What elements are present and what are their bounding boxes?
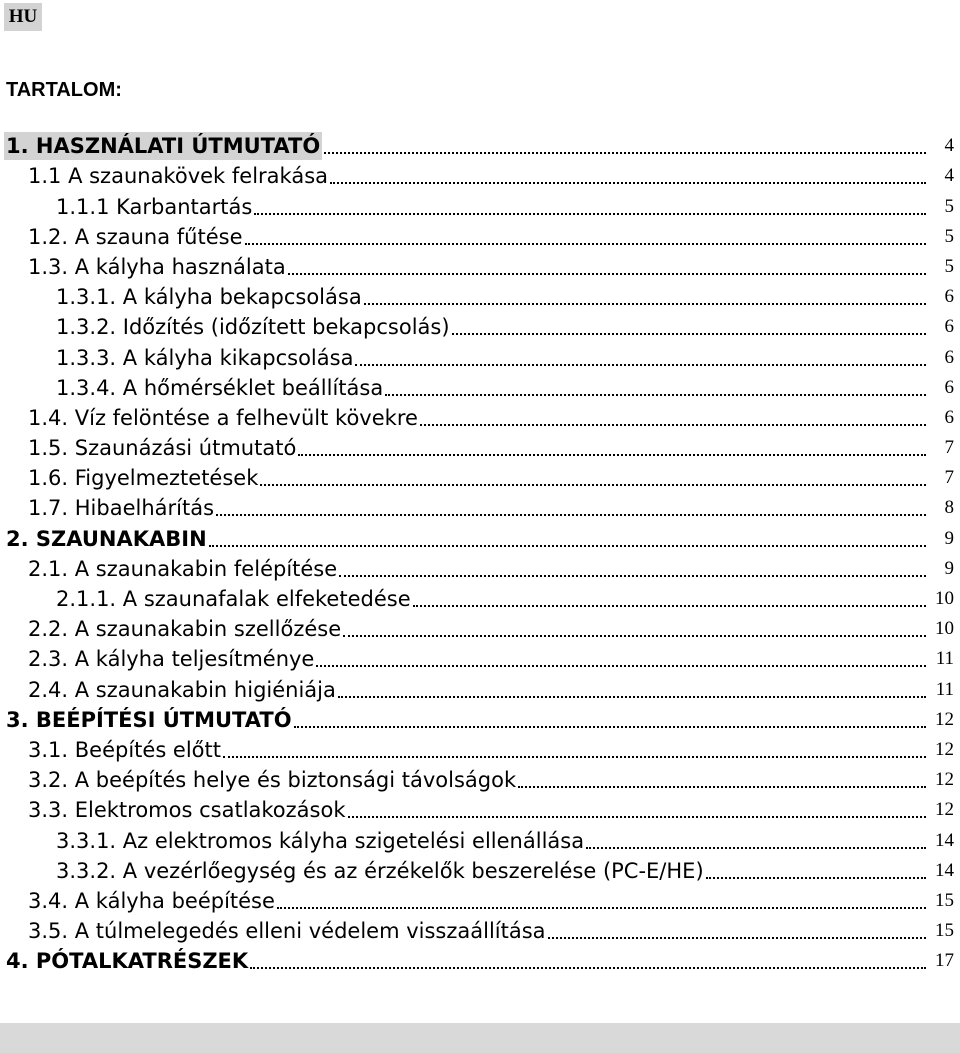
toc-entry-page-number: 7: [944, 437, 954, 459]
dot-leader: [338, 696, 926, 698]
toc-entry-title: 2.3. A kályha teljesítménye: [28, 647, 315, 672]
dot-leader: [355, 364, 926, 366]
toc-entry-page-number: 14: [935, 859, 954, 881]
toc-entry[interactable]: [0, 824, 960, 854]
toc-entry-page-number: 12: [935, 738, 954, 760]
toc-entry-page-number: 5: [944, 255, 954, 277]
dot-leader: [330, 182, 926, 184]
dot-leader: [339, 575, 926, 577]
dot-leader: [288, 273, 926, 275]
dot-leader: [294, 726, 926, 728]
toc-entry[interactable]: [0, 734, 960, 764]
toc-entry-page-number: 12: [935, 769, 954, 791]
dot-leader: [586, 847, 926, 849]
dot-leader: [452, 333, 926, 335]
toc-entry-page-number: 4: [944, 135, 954, 157]
toc-entry[interactable]: [0, 855, 960, 885]
dot-leader: [250, 967, 926, 969]
toc-entry[interactable]: [0, 704, 960, 734]
toc-entry-title: 1.3.3. A kályha kikapcsolása: [56, 345, 354, 370]
language-badge: HU: [4, 3, 42, 31]
dot-leader: [343, 635, 926, 637]
dot-leader: [706, 877, 926, 879]
toc-entry-page-number: 5: [944, 225, 954, 247]
table-of-contents: [0, 130, 960, 975]
toc-entry-title: 1.1 A szaunakövek felrakása: [28, 164, 328, 189]
toc-entry[interactable]: [0, 673, 960, 703]
toc-entry-page-number: 6: [944, 286, 954, 308]
toc-entry-page-number: 9: [944, 557, 954, 579]
dot-leader: [260, 484, 926, 486]
toc-entry[interactable]: [0, 613, 960, 643]
dot-leader: [364, 303, 926, 305]
toc-entry-title: 3.2. A beépítés helye és biztonsági távolságok: [28, 768, 517, 793]
dot-leader: [548, 937, 926, 939]
dot-leader: [385, 394, 926, 396]
toc-entry[interactable]: [0, 915, 960, 945]
toc-entry-page-number: 6: [944, 346, 954, 368]
toc-entry-page-number: 6: [944, 406, 954, 428]
toc-title: TARTALOM:: [6, 79, 122, 101]
toc-entry[interactable]: [0, 281, 960, 311]
toc-entry-title: 2. SZAUNAKABIN: [6, 526, 207, 551]
toc-entry[interactable]: [0, 221, 960, 251]
toc-entry[interactable]: [0, 341, 960, 371]
toc-entry-title: 2.4. A szaunakabin higiéniája: [28, 677, 336, 702]
toc-entry[interactable]: [0, 372, 960, 402]
toc-entry-title: 1. HASZNÁLATI ÚTMUTATÓ: [6, 134, 321, 159]
dot-leader: [413, 605, 926, 607]
dot-leader: [277, 907, 926, 909]
toc-entry-page-number: 6: [944, 316, 954, 338]
footer-bar: [0, 1023, 960, 1053]
toc-entry[interactable]: [0, 553, 960, 583]
toc-entry[interactable]: [0, 462, 960, 492]
toc-entry-title: 1.7. Hibaelhárítás: [28, 496, 215, 521]
dot-leader: [216, 514, 926, 516]
toc-entry-page-number: 11: [935, 678, 954, 700]
toc-entry[interactable]: [0, 130, 960, 160]
toc-entry-title: 2.1. A szaunakabin felépítése: [28, 556, 338, 581]
toc-entry-title: 2.1.1. A szaunafalak elfeketedése: [56, 587, 411, 611]
toc-entry-title: 1.1.1 Karbantartás: [56, 194, 253, 219]
toc-entry[interactable]: [0, 160, 960, 190]
dot-leader: [316, 665, 926, 667]
toc-entry-page-number: 12: [935, 708, 954, 730]
toc-entry[interactable]: [0, 492, 960, 522]
toc-entry[interactable]: [0, 764, 960, 794]
toc-entry-page-number: 6: [944, 376, 954, 398]
toc-entry[interactable]: [0, 311, 960, 341]
toc-entry-title: 1.3.1. A kályha bekapcsolása: [56, 285, 362, 310]
dot-leader: [298, 454, 926, 456]
toc-entry-title: 3. BEÉPÍTÉSI ÚTMUTATÓ: [6, 707, 292, 732]
toc-entry-page-number: 10: [935, 618, 954, 640]
toc-entry-page-number: 14: [935, 829, 954, 851]
dot-leader: [245, 243, 926, 245]
dot-leader: [518, 786, 926, 788]
toc-entry-page-number: 17: [935, 950, 954, 972]
toc-entry-page-number: 8: [944, 497, 954, 519]
toc-entry-title: 3.3. Elektromos csatlakozások: [28, 798, 346, 823]
toc-entry-title: 1.3.4. A hőmérséklet beállítása: [56, 375, 384, 400]
dot-leader: [223, 756, 926, 758]
toc-entry-title: 3.1. Beépítés előtt: [28, 737, 221, 762]
toc-entry-page-number: 15: [935, 920, 954, 942]
dot-leader: [348, 816, 926, 818]
toc-entry-page-number: 5: [944, 195, 954, 217]
toc-entry-title: 2.2. A szaunakabin szellőzése: [28, 617, 342, 642]
toc-entry-title: 3.3.2. A vezérlőegység és az érzékelők beszerelése (PC-E/HE): [56, 858, 704, 883]
toc-entry-page-number: 12: [935, 799, 954, 821]
toc-entry[interactable]: [0, 251, 960, 281]
toc-entry-page-number: 10: [935, 588, 954, 609]
dot-leader: [254, 213, 926, 215]
toc-entry-title: 1.5. Szaunázási útmutató: [28, 436, 297, 461]
toc-entry[interactable]: [0, 945, 960, 975]
toc-entry[interactable]: [0, 794, 960, 824]
toc-entry-title: 4. PÓTALKATRÉSZEK: [6, 949, 249, 974]
toc-entry[interactable]: [0, 432, 960, 462]
toc-entry[interactable]: [0, 522, 960, 552]
dot-leader: [324, 152, 926, 154]
toc-entry-title: 1.3. A kályha használata: [28, 254, 286, 279]
dot-leader: [420, 424, 926, 426]
toc-entry-title: 3.4. A kályha beépítése: [28, 888, 275, 913]
toc-entry-page-number: 7: [944, 467, 954, 489]
toc-entry[interactable]: [0, 885, 960, 915]
toc-entry-page-number: 9: [944, 527, 954, 549]
toc-entry-title: 1.4. Víz felöntése a felhevült kövekre: [28, 405, 418, 430]
dot-leader: [209, 545, 926, 547]
toc-entry-title: 3.5. A túlmelegedés elleni védelem visszaállítása: [28, 919, 546, 944]
toc-entry-title: 1.2. A szauna fűtése: [28, 224, 243, 249]
toc-entry-title: 3.3.1. Az elektromos kályha szigetelési ellenállása: [56, 828, 585, 853]
toc-entry[interactable]: [0, 583, 960, 613]
toc-entry-title: 1.3.2. Időzítés (időzített bekapcsolás): [56, 315, 450, 340]
toc-entry[interactable]: [0, 643, 960, 673]
toc-entry-page-number: 11: [935, 648, 954, 670]
toc-entry-page-number: 4: [944, 165, 954, 187]
toc-entry-page-number: 15: [935, 889, 954, 911]
toc-entry[interactable]: [0, 190, 960, 220]
toc-entry[interactable]: [0, 402, 960, 432]
toc-entry-title: 1.6. Figyelmeztetések: [28, 466, 259, 491]
